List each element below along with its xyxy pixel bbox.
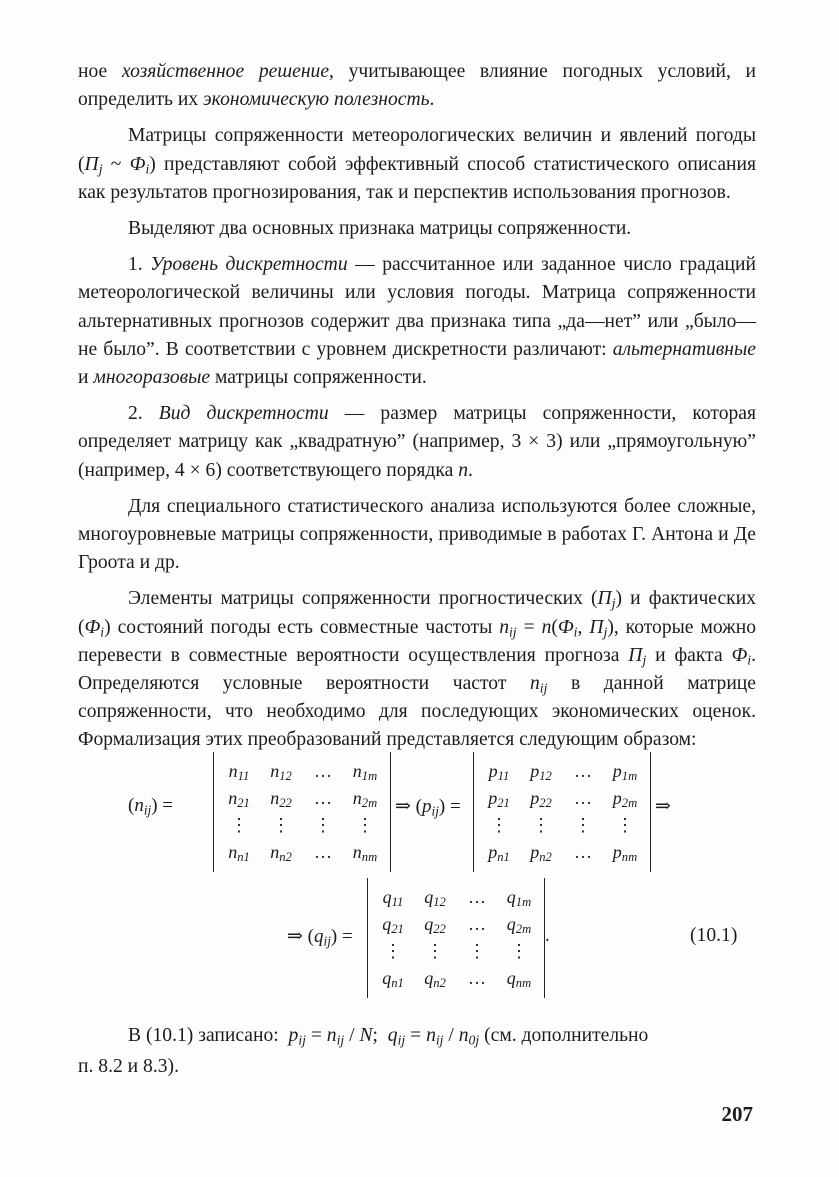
matrix-cell: ⋮ [426, 941, 444, 961]
arrow-continue: ⇒ [655, 796, 671, 817]
matrix-cell: $p_{2m}$ [612, 788, 638, 811]
matrix-cell: … [314, 761, 332, 781]
matrix-cell: ⋮ [468, 941, 486, 961]
matrix-cell: $n_{1m}$ [352, 761, 378, 784]
paragraph: Выделяют два основных признака матрицы сопряженности. [128, 218, 632, 240]
matrix-cell: $n_{11}$ [228, 761, 250, 784]
matrix-cell: $q_{nm}$ [506, 968, 532, 991]
matrix-cell: $p_{n1}$ [488, 842, 510, 865]
matrix-cell: $p_{n2}$ [530, 842, 552, 865]
matrix-cell: … [574, 761, 592, 781]
paragraph: Для специального статистического анализа используются более сложные, многоуровневые матрицы сопряженности, приводимые в работах Г. Антона и Де Гроота и др. [78, 495, 756, 574]
matrix-q [367, 878, 545, 998]
paragraph: ное хозяйственное решение, учитывающее влияние погодных условий, и определить их экономическую полезность. [78, 61, 757, 111]
matrix-cell: $q_{21}$ [382, 914, 404, 937]
matrix-cell: $n_{12}$ [270, 761, 292, 784]
matrix-cell: $q_{2m}$ [506, 914, 532, 937]
matrix-cell: $p_{1m}$ [612, 761, 638, 784]
equation-number: (10.1) [690, 925, 738, 946]
matrix-cell: $n_{22}$ [270, 788, 292, 811]
matrix-cell: $p_{nm}$ [612, 842, 638, 865]
matrix-p [473, 752, 651, 872]
paragraph: 1. Уровень дискретности — рассчитанное или заданное число градаций метеорологической величины или условия погоды. Матрица сопряженности альтернативных прогнозов содержит два признака типа „да—нет” или „было—не было”. В соответствии с уровнем дискретности различают: альтернативные и многоразовые матрицы сопряженности. [78, 254, 756, 389]
matrix-cell: ⋮ [490, 815, 508, 835]
matrix-q-period: . [545, 925, 550, 946]
paragraph: 2. Вид дискретности — размер матрицы сопряженности, которая определяет матрицу как „квадратную” (например, 3 × 3) или „прямоугольную” (например, 4 × 6) соответствующего порядка n. [78, 403, 756, 481]
matrix-cell: $p_{12}$ [530, 761, 552, 784]
matrix-cell: ⋮ [616, 815, 634, 835]
matrix-cell: … [314, 788, 332, 808]
matrix-p-label: ⇒ $(p_{ij})$ = [395, 796, 461, 819]
matrix-cell: $n_{n2}$ [270, 842, 292, 865]
matrix-cell: $q_{n2}$ [424, 968, 446, 991]
matrix-cell: $p_{21}$ [488, 788, 510, 811]
matrix-cell: ⋮ [384, 941, 402, 961]
matrix-cell: … [574, 842, 592, 862]
matrix-cell: $q_{n1}$ [382, 968, 404, 991]
paragraph: Матрицы сопряженности метеорологических величин и явлений погоды ($П_j$ ~ $Ф_i$) представляют собой эффективный способ статистического описания как результатов прогнозирования, так и перспектив использования прогнозов. [78, 125, 756, 203]
matrix-cell: $q_{22}$ [424, 914, 446, 937]
matrix-cell: $n_{2m}$ [352, 788, 378, 811]
matrix-cell: … [468, 968, 486, 988]
matrix-cell: $q_{1m}$ [506, 887, 532, 910]
matrix-cell: $q_{12}$ [424, 887, 446, 910]
matrix-cell: ⋮ [574, 815, 592, 835]
matrix-n-label: $(n_{ij})$ = [128, 795, 174, 818]
matrix-cell: $n_{nm}$ [352, 842, 378, 865]
matrix-cell: … [468, 914, 486, 934]
paragraph: Элементы матрицы сопряженности прогностических $(П_j)$ и фактических $(Ф_i)$ состояний погоды есть совместные частоты $n_{ij} = n(Ф_i$, $П_j$), которые можно перевести в совместные вероятности осуществления прогноза $П_j$ и факта $Ф_i$. Определяются условные вероятности частот $n_{ij}$ в данной матрице сопряженности, что необходимо для последующих экономических оценок. Формализация этих преобразований представляется следующим образом: [78, 588, 756, 751]
matrix-cell: $p_{22}$ [530, 788, 552, 811]
matrix-cell: $n_{21}$ [228, 788, 250, 811]
matrix-cell: ⋮ [510, 941, 528, 961]
matrix-cell: … [574, 788, 592, 808]
matrix-cell: $n_{n1}$ [228, 842, 250, 865]
page-number: 207 [721, 1102, 753, 1126]
body-text [78, 58, 756, 763]
matrix-cell: … [468, 887, 486, 907]
matrix-cell: $p_{11}$ [488, 761, 510, 784]
matrix-cell: ⋮ [230, 815, 248, 835]
after-text: В (10.1) записано: $p_{ij} = n_{ij} / N$; $q_{ij} = n_{ij} / n_{0j}$ (см. дополнительно п. 8.2 и 8.3). [78, 1025, 649, 1077]
matrix-cell: $q_{11}$ [382, 887, 404, 910]
matrix-n [213, 752, 391, 872]
matrix-cell: ⋮ [532, 815, 550, 835]
matrix-cell: ⋮ [314, 815, 332, 835]
matrix-cell: ⋮ [272, 815, 290, 835]
matrix-cell: … [314, 842, 332, 862]
matrix-q-label: ⇒ $(q_{ij})$ = [287, 926, 353, 949]
matrix-cell: ⋮ [356, 815, 374, 835]
